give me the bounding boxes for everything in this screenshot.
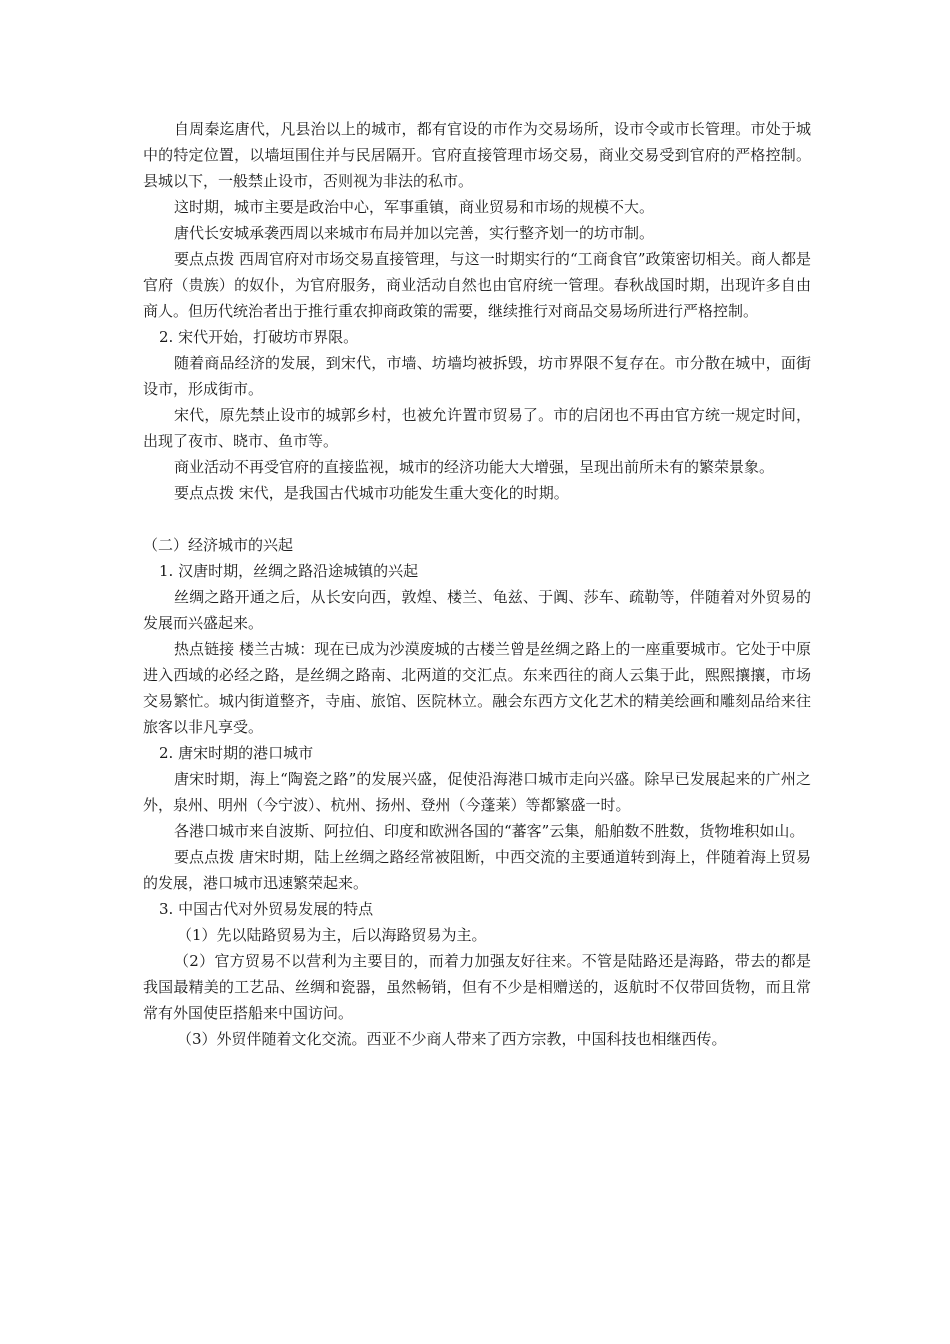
- heading-silk-road-towns: 1. 汉唐时期，丝绸之路沿途城镇的兴起: [159, 562, 419, 580]
- paragraph-commerce-prosperity: 商业活动不再受官府的直接监视，城市的经济功能大大增强，呈现出前所未有的繁荣景象。: [174, 458, 775, 476]
- paragraph-key-point-song: 要点点拨 宋代，是我国古代城市功能发生重大变化的时期。: [174, 484, 569, 502]
- heading-port-cities: 2. 唐宋时期的港口城市: [159, 744, 314, 762]
- list-item-feature-1: （1）先以陆路贸易为主，后以海路贸易为主。: [177, 926, 487, 944]
- paragraph-key-point-western-zhou: 要点点拨 西周官府对市场交易直接管理，与这一时期实行的“工商食官”政策密切相关。商人都是官府（贵族）的奴仆，为官府服务，商业活动自然也由官府统一管理。春秋战国时期，出现许多自由商人。但历代统治者出于推行重农抑商政策的需要，继续推行对商品交易场所进行严格控制。: [143, 250, 811, 320]
- paragraph-foreign-merchants: 各港口城市来自波斯、阿拉伯、印度和欧洲各国的“蕃客”云集，船舶数不胜数，货物堆积如山。: [174, 822, 805, 840]
- list-item-feature-3: （3）外贸伴随着文化交流。西亚不少商人带来了西方宗教，中国科技也相继西传。: [177, 1030, 727, 1048]
- paragraph-city-political-center: 这时期，城市主要是政治中心，军事重镇，商业贸易和市场的规模不大。: [174, 198, 655, 216]
- paragraph-silk-road-cities: 丝绸之路开通之后，从长安向西，敦煌、楼兰、龟兹、于阗、莎车、疏勒等，伴随着对外贸易的发展而兴盛起来。: [143, 588, 811, 632]
- paragraph-song-rural-market: 宋代，原先禁止设市的城郭乡村，也被允许置市贸易了。市的启闭也不再由官方统一规定时间，出现了夜市、晓市、鱼市等。: [143, 406, 811, 450]
- document-page: [143, 116, 811, 1052]
- paragraph-hotspot-loulan: 热点链接 楼兰古城：现在已成为沙漠废城的古楼兰曾是丝绸之路上的一座重要城市。它处于中原进入西域的必经之路，是丝绸之路南、北两道的交汇点。东来西往的商人云集于此，熙熙攘攘，市场交易繁忙。城内街道整齐，寺庙、旅馆、医院林立。融会东西方文化艺术的精美绘画和雕刻品给来往旅客以非凡享受。: [143, 640, 811, 736]
- paragraph-key-point-tang-song: 要点点拨 唐宋时期，陆上丝绸之路经常被阻断，中西交流的主要通道转到海上，伴随着海上贸易的发展，港口城市迅速繁荣起来。: [143, 848, 811, 892]
- section-heading-economic-cities: （二）经济城市的兴起: [143, 536, 294, 554]
- paragraph-song-street-market: 随着商品经济的发展，到宋代，市墙、坊墙均被拆毁，坊市界限不复存在。市分散在城中，面街设市，形成街市。: [143, 354, 811, 398]
- heading-song-dynasty: 2. 宋代开始，打破坊市界限。: [159, 328, 359, 346]
- paragraph-city-market-management: 自周秦迄唐代，凡县治以上的城市，都有官设的市作为交易场所，设市令或市长管理。市处于城中的特定位置，以墙垣围住并与民居隔开。官府直接管理市场交易，商业交易受到官府的严格控制。县城以下，一般禁止设市，否则视为非法的私市。: [143, 120, 811, 190]
- paragraph-porcelain-road: 唐宋时期，海上“陶瓷之路”的发展兴盛，促使沿海港口城市走向兴盛。除早已发展起来的广州之外，泉州、明州（今宁波）、杭州、扬州、登州（今蓬莱）等都繁盛一时。: [143, 770, 811, 814]
- heading-foreign-trade-features: 3. 中国古代对外贸易发展的特点: [159, 900, 374, 918]
- paragraph-changan-fangshi: 唐代长安城承袭西周以来城市布局并加以完善，实行整齐划一的坊市制。: [174, 224, 655, 242]
- list-item-feature-2: （2）官方贸易不以营利为主要目的，而着力加强友好往来。不管是陆路还是海路，带去的都是我国最精美的工艺品、丝绸和瓷器，虽然畅销，但有不少是相赠送的，返航时不仅带回货物，而且常常有外国使臣搭船来中国访问。: [143, 952, 811, 1022]
